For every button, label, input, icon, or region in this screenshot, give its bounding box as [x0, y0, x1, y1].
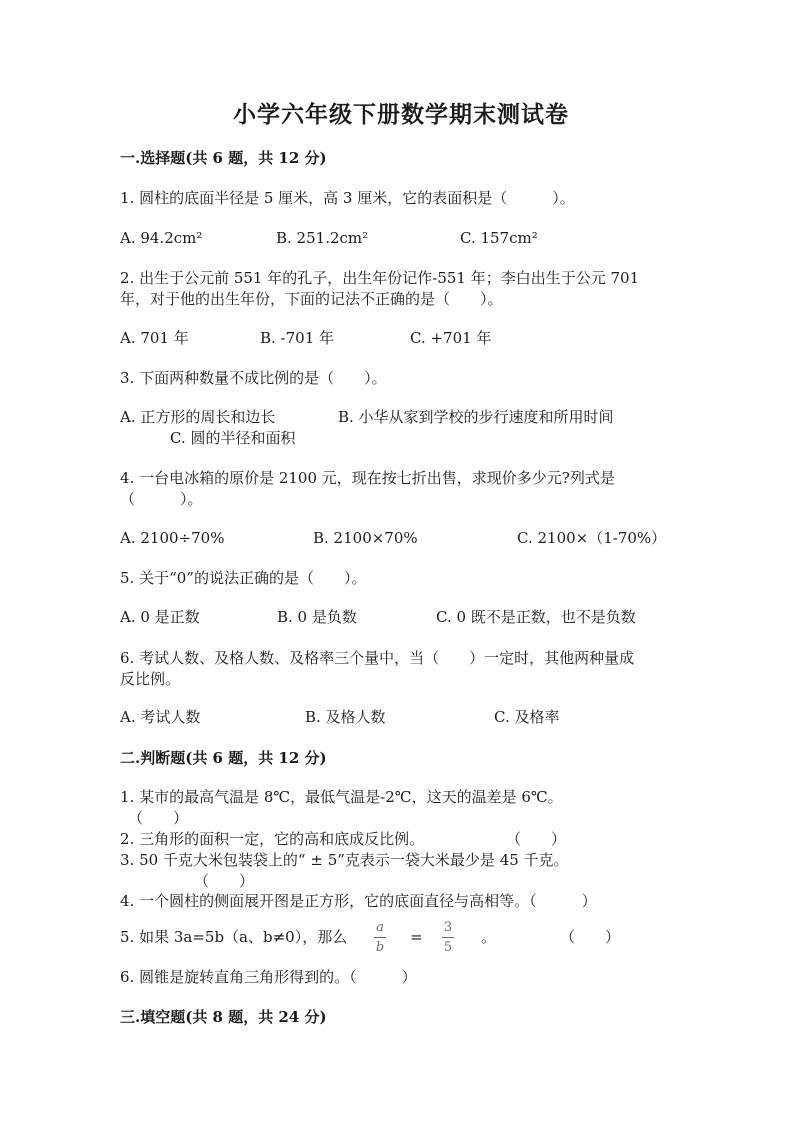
statement-text: 4. 一个圆柱的侧面展开图是正方形，它的底面直径与高相等。（ ） — [120, 892, 597, 910]
question-text: 6. 考试人数、及格人数、及格率三个量中，当（ ）一定时，其他两种量成 — [120, 649, 635, 667]
option-c: C. 157cm² — [460, 229, 538, 247]
option-c: C. 圆的半径和面积 — [170, 429, 296, 447]
question-text: 4. 一台电冰箱的原价是 2100 元，现在按七折出售，求现价多少元?列式是 — [120, 469, 615, 487]
fraction-numerator: 3 — [443, 920, 453, 935]
period: 。 — [481, 928, 497, 946]
fraction-bar — [442, 937, 454, 938]
option-a: A. 94.2cm² — [120, 229, 203, 247]
option-c: C. 2100×（1-70%） — [517, 529, 667, 547]
option-c: C. 0 既不是正数，也不是负数 — [436, 608, 636, 626]
fraction-denominator: b — [375, 940, 385, 955]
fraction-numerator: a — [376, 920, 384, 935]
section-heading: 一.选择题(共 6 题，共 12 分) — [120, 149, 327, 167]
statement-text: 6. 圆锥是旋转直角三角形得到的。（ ） — [120, 968, 417, 986]
answer-paren: （ ） — [506, 830, 567, 848]
option-b: B. 及格人数 — [305, 708, 386, 726]
statement-text: 1. 某市的最高气温是 8℃，最低气温是-2℃，这天的温差是 6℃。 — [120, 788, 563, 806]
page-title: 小学六年级下册数学期末测试卷 — [233, 101, 569, 128]
section-heading: 三.填空题(共 8 题，共 24 分) — [120, 1008, 327, 1026]
statement-text: 2. 三角形的面积一定，它的高和底成反比例。 — [120, 830, 425, 848]
option-a: A. 0 是正数 — [120, 608, 200, 626]
option-b: B. -701 年 — [260, 329, 335, 347]
statement-text: 5. 如果 3a=5b（a、b≠0），那么 — [120, 928, 348, 946]
fraction-3-over-5 — [442, 920, 454, 955]
option-c: C. 及格率 — [494, 708, 560, 726]
answer-paren: （ ） — [194, 872, 255, 890]
question-text: 1. 圆柱的底面半径是 5 厘米，高 3 厘米，它的表面积是（ ）。 — [120, 189, 575, 207]
question-text-cont: （ ）。 — [120, 490, 203, 508]
option-a: A. 2100÷70% — [120, 529, 225, 547]
section-heading: 二.判断题(共 6 题，共 12 分) — [120, 749, 327, 767]
option-a: A. 正方形的周长和边长 — [120, 408, 276, 426]
question-text-cont: 反比例。 — [120, 670, 181, 688]
question-text: 3. 下面两种数量不成比例的是（ ）。 — [120, 369, 387, 387]
option-a: A. 701 年 — [120, 329, 189, 347]
answer-paren: （ ） — [128, 809, 189, 827]
question-text-cont: 年，对于他的出生年份，下面的记法不正确的是（ ）。 — [120, 290, 503, 308]
statement-text: 3. 50 千克大米包装袋上的“ ± 5”克表示一袋大米最少是 45 千克。 — [120, 851, 569, 869]
option-a: A. 考试人数 — [120, 708, 201, 726]
equals-sign: = — [410, 928, 423, 946]
fraction-a-over-b — [374, 920, 386, 955]
option-c: C. +701 年 — [410, 329, 492, 347]
question-text: 5. 关于“0”的说法正确的是（ ）。 — [120, 569, 367, 587]
fraction-bar — [374, 937, 386, 938]
option-b: B. 2100×70% — [313, 529, 418, 547]
fraction-denominator: 5 — [443, 940, 453, 955]
option-b: B. 小华从家到学校的步行速度和所用时间 — [338, 408, 614, 426]
option-b: B. 251.2cm² — [276, 229, 369, 247]
question-text: 2. 出生于公元前 551 年的孔子，出生年份记作-551 年；李白出生于公元 701 — [120, 269, 640, 287]
option-b: B. 0 是负数 — [277, 608, 357, 626]
answer-paren: （ ） — [560, 928, 621, 946]
